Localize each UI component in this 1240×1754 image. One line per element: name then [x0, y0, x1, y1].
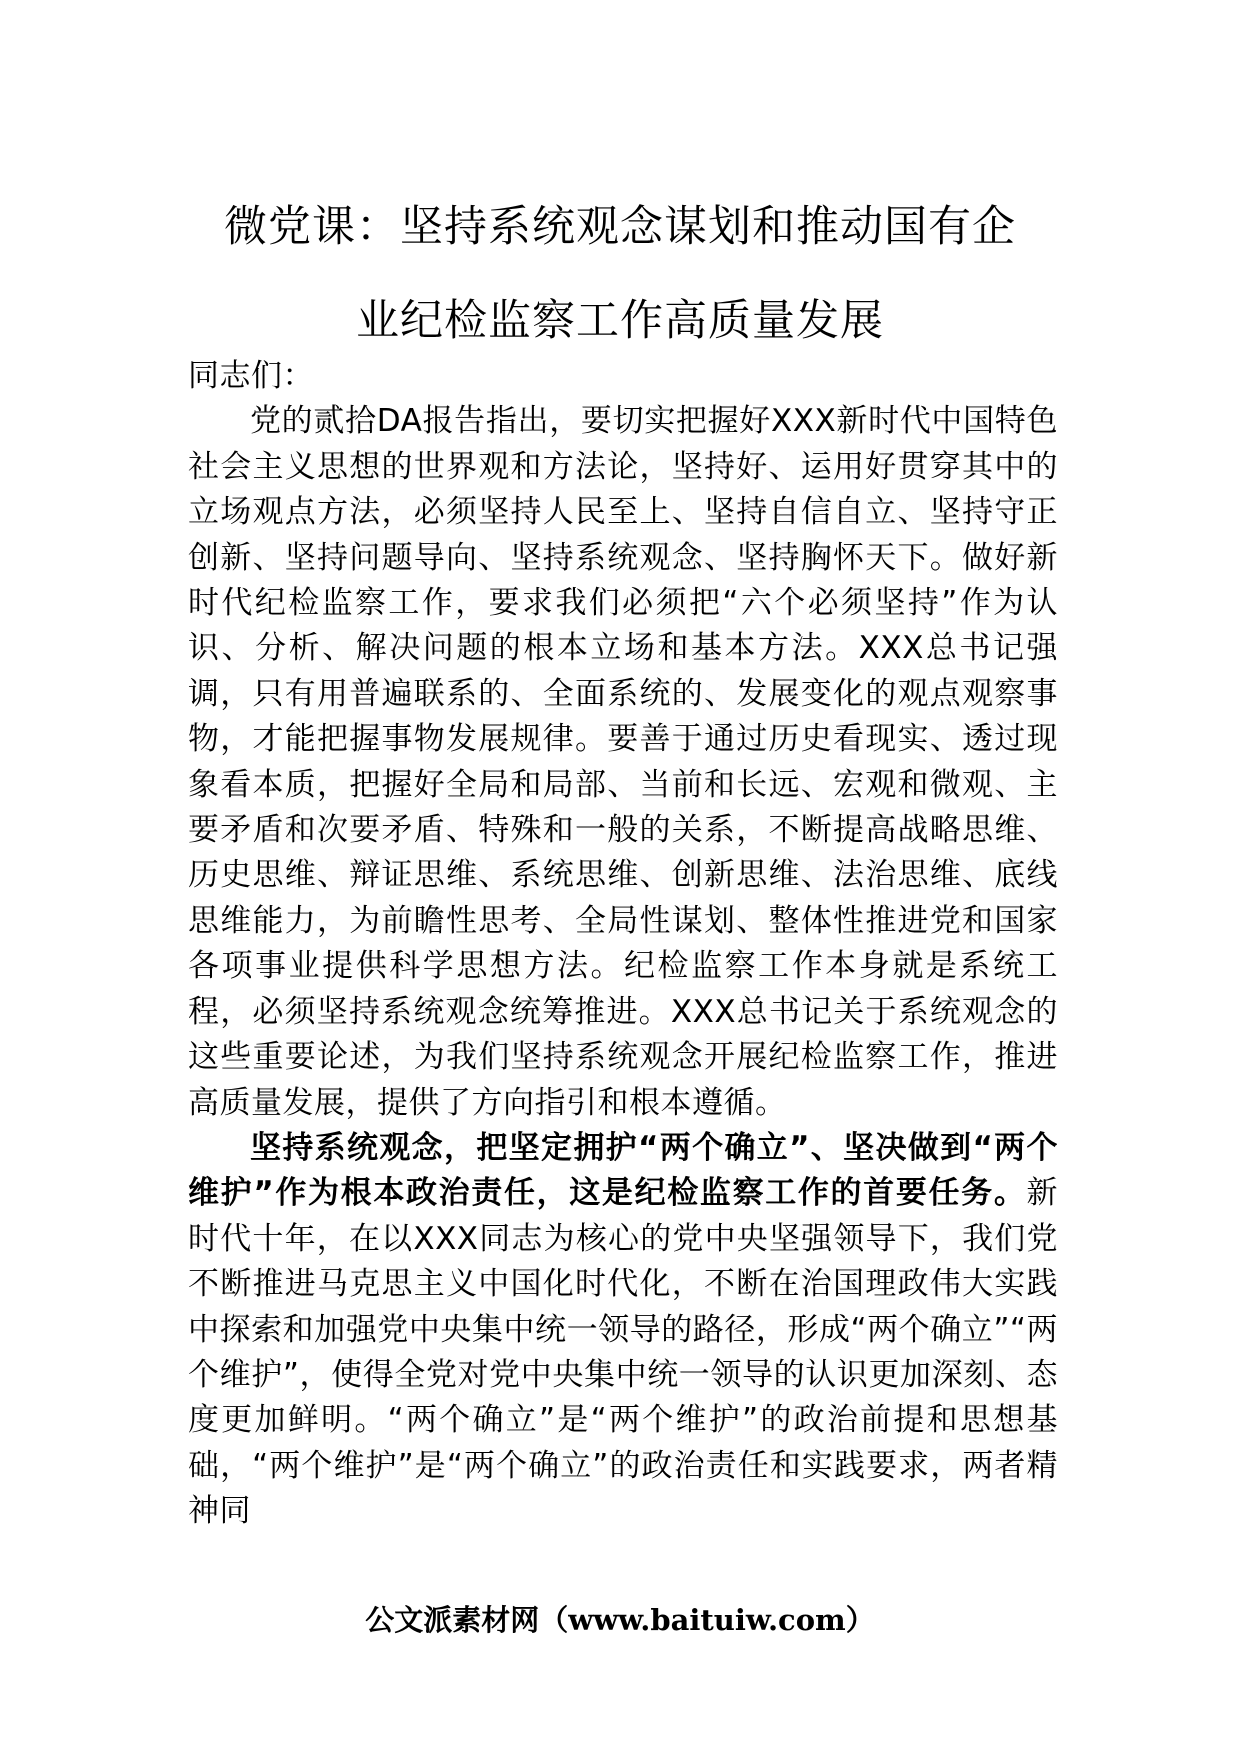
footer-watermark: 公文派素材网（www.baituiw.com） — [365, 1603, 875, 1637]
document-body — [188, 354, 1058, 1535]
paragraph-2 — [188, 1126, 1058, 1535]
document-title — [150, 180, 1090, 368]
paragraph-2-text: 新时代十年，在以XXX同志为核心的党中央坚强领导下，我们党不断推进马克思主义中国化时代化，不断在治国理政伟大实践中探索和加强党中央集中统一领导的路径，形成“两个确立”“两个维护”，使得全党对党中央集中统一领导的认识更加深刻、态度更加鲜明。“两个确立”是“两个维护”的政治前提和思想基础，“两个维护”是“两个确立”的政治责任和实践要求，两者精神同 — [188, 1175, 1058, 1530]
title-line-1: 微党课：坚持系统观念谋划和推动国有企 — [224, 202, 1016, 252]
paragraph-1: 党的贰拾DA报告指出，要切实把握好XXX新时代中国特色社会主义思想的世界观和方法论，坚持好、运用好贯穿其中的立场观点方法，必须坚持人民至上、坚持自信自立、坚持守正创新、坚持问题导向、坚持系统观念、坚持胸怀天下。做好新时代纪检监察工作，要求我们必须把“六个必须坚持”作为认识、分析、解决问题的根本立场和基本方法。XXX总书记强调，只有用普遍联系的、全面系统的、发展变化的观点观察事物，才能把握事物发展规律。要善于通过历史看现实、透过现象看本质，把握好全局和局部、当前和长远、宏观和微观、主要矛盾和次要矛盾、特殊和一般的关系，不断提高战略思维、历史思维、辩证思维、系统思维、创新思维、法治思维、底线思维能力，为前瞻性思考、全局性谋划、整体性推进党和国家各项事业提供科学思想方法。纪检监察工作本身就是系统工程，必须坚持系统观念统筹推进。XXX总书记关于系统观念的这些重要论述，为我们坚持系统观念开展纪检监察工作，推进高质量发展，提供了方向指引和根本遵循。 — [188, 403, 1058, 1121]
title-line-2: 业纪检监察工作高质量发展 — [356, 296, 884, 346]
salutation: 同志们： — [188, 358, 314, 394]
paragraph-2-bold-lead: 坚持系统观念，把坚定拥护“两个确立”、坚决做到“两个维护”作为根本政治责任，这是纪检监察工作的首要任务。 — [188, 1129, 1058, 1212]
